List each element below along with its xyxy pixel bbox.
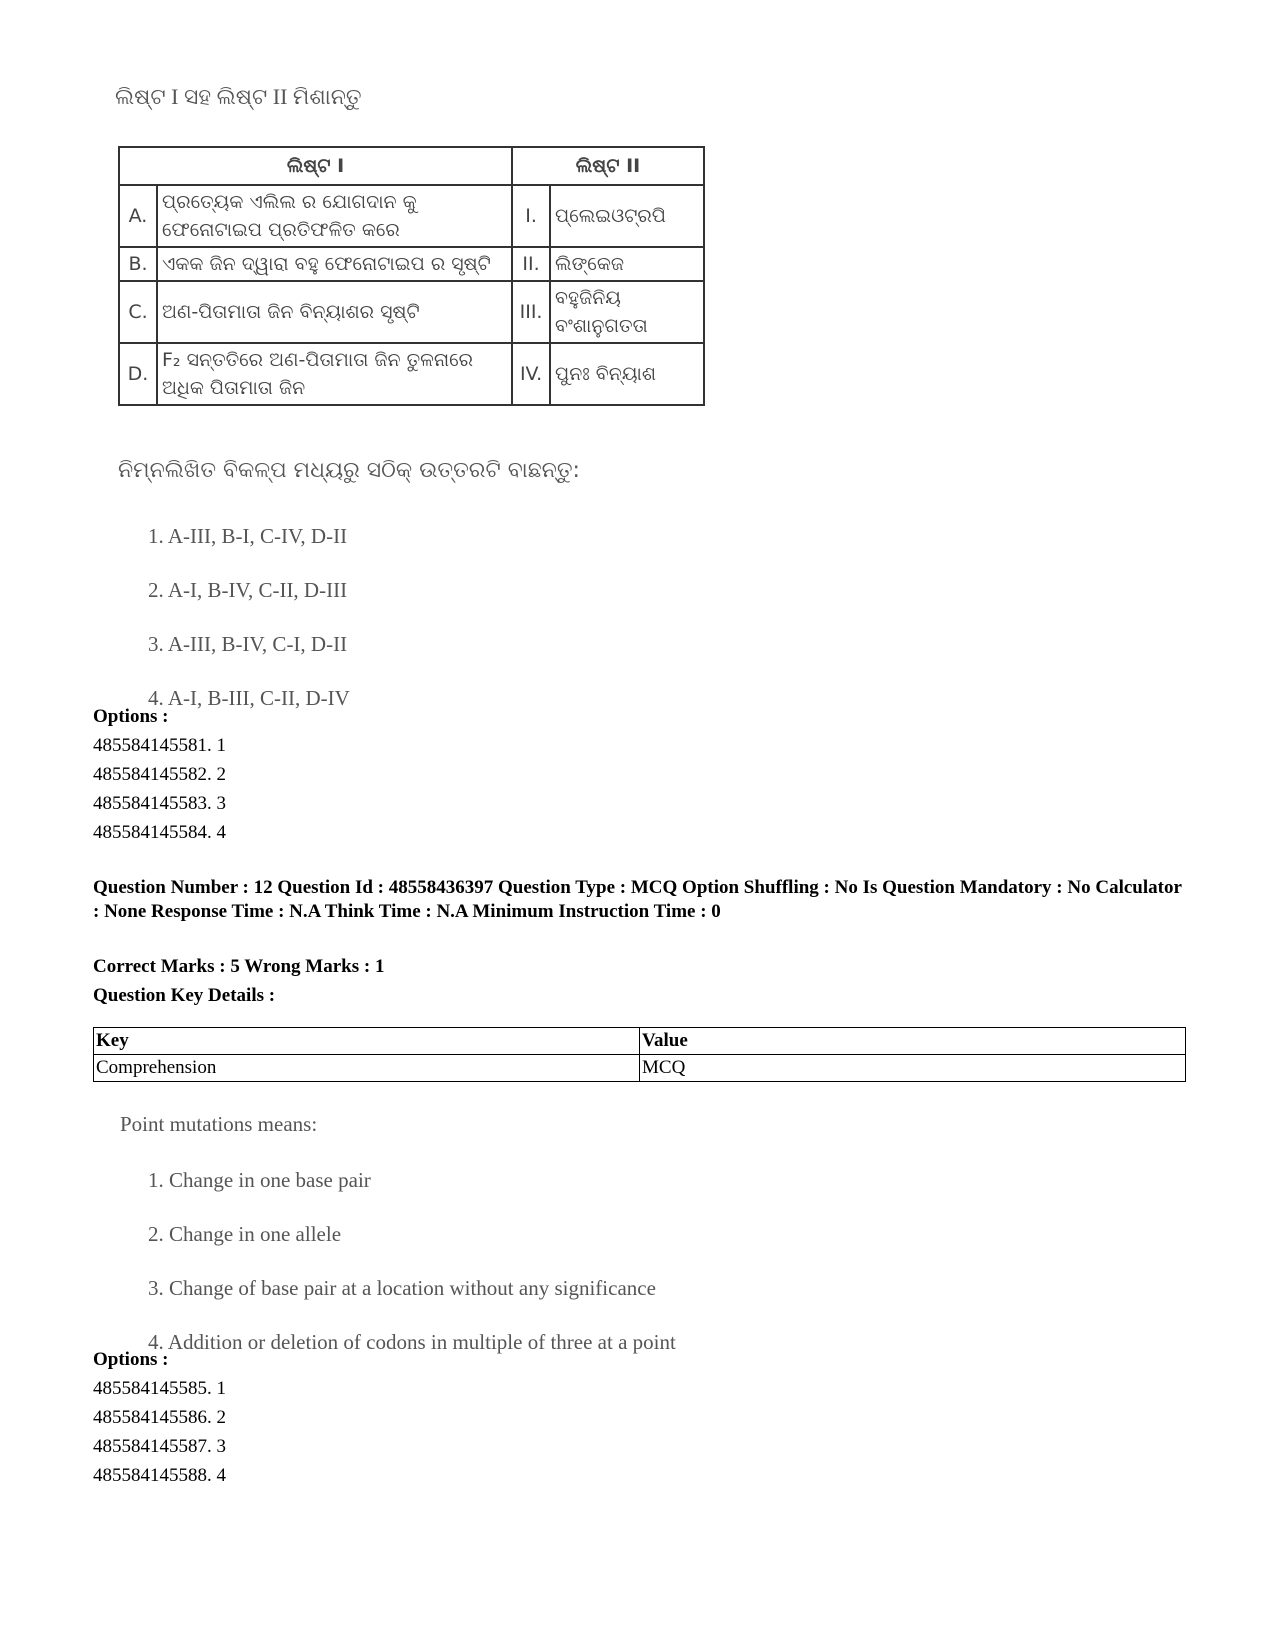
key-header: Key	[94, 1028, 640, 1055]
match-table-row	[119, 281, 704, 343]
key-cell: Comprehension	[94, 1055, 640, 1082]
match-table-row	[119, 247, 704, 281]
row-list1-text: ଏକକ ଜିନ ଦ୍ୱାରା ବହୁ ଫେନୋଟାଇପ ର ସୃଷ୍ଟି	[157, 247, 512, 281]
match-table-row	[119, 343, 704, 405]
q11-choice: 4. A-I, B-III, C-II, D-IV	[148, 686, 350, 710]
q12-key-details-label: Question Key Details :	[93, 985, 276, 1006]
row-roman: I.	[512, 185, 550, 247]
q11-choice: 2. A-I, B-IV, C-II, D-III	[148, 578, 348, 602]
key-table-header-row	[94, 1028, 1186, 1055]
q12-choice: 1. Change in one base pair	[148, 1168, 371, 1192]
q12-choice: 4. Addition or deletion of codons in multiple of three at a point	[148, 1330, 676, 1354]
row-letter: C.	[119, 281, 157, 343]
row-list1-text: F₂ ସନ୍ତତିରେ ଅଣ-ପିତାମାତା ଜିନ ତୁଳନାରେ ଅଧିକ ପିତାମାତା ଜିନ	[157, 343, 512, 405]
q11-choice: 3. A-III, B-IV, C-I, D-II	[148, 632, 348, 656]
q11-choice: 1. A-III, B-I, C-IV, D-II	[148, 524, 348, 548]
row-letter: D.	[119, 343, 157, 405]
row-list1-text: ଅଣ-ପିତାମାତା ଜିନ ବିନ୍ୟାଶର ସୃଷ୍ଟି	[157, 281, 512, 343]
row-list1-text: ପ୍ରତ୍ୟେକ ଏଲିଲ ର ଯୋଗଦାନ କୁ ଫେନୋଟାଇପ ପ୍ରତିଫଳିତ କରେ	[157, 185, 512, 247]
option-id: 485584145586. 2	[93, 1407, 226, 1428]
row-letter: A.	[119, 185, 157, 247]
row-roman: IV.	[512, 343, 550, 405]
q11-options-block	[93, 702, 226, 847]
row-list2-text: ଲିଙ୍କେଜ	[550, 247, 704, 281]
option-id: 485584145583. 3	[93, 793, 226, 814]
options-label: Options :	[93, 706, 169, 727]
key-table-row	[94, 1055, 1186, 1082]
option-id: 485584145587. 3	[93, 1436, 226, 1457]
option-id: 485584145588. 4	[93, 1465, 226, 1486]
q11-prompt: ନିମ୍ନଲିଖିତ ବିକଳ୍ପ ମଧ୍ୟରୁ ସଠିକ୍ ଉତ୍ତରଟି ବାଛନ୍ତୁ:	[118, 458, 580, 483]
value-header: Value	[640, 1028, 1186, 1055]
q11-instruction: ଲିଷ୍ଟ I ସହ ଲିଷ୍ଟ II ମିଶାନ୍ତୁ	[115, 84, 362, 109]
row-roman: III.	[512, 281, 550, 343]
value-cell: MCQ	[640, 1055, 1186, 1082]
row-list2-text: ପ୍ଲେଇଓଟ୍ରପି	[550, 185, 704, 247]
option-id: 485584145582. 2	[93, 764, 226, 785]
q12-key-table	[93, 1027, 1186, 1082]
q11-match-table	[118, 146, 705, 406]
match-table-row	[119, 185, 704, 247]
options-label: Options :	[93, 1349, 169, 1370]
q12-options-block	[93, 1345, 226, 1490]
q12-stem: Point mutations means:	[120, 1112, 318, 1136]
list-1-header: ଲିଷ୍ଟ I	[119, 147, 512, 185]
row-list2-text: ବହୁଜିନିୟ ବଂଶାନୁଗତତା	[550, 281, 704, 343]
row-letter: B.	[119, 247, 157, 281]
q12-choice: 3. Change of base pair at a location without any significance	[148, 1276, 656, 1300]
option-id: 485584145581. 1	[93, 735, 226, 756]
q12-choice: 2. Change in one allele	[148, 1222, 342, 1246]
option-id: 485584145584. 4	[93, 822, 226, 843]
q12-marks: Correct Marks : 5 Wrong Marks : 1	[93, 956, 385, 977]
q12-meta: Question Number : 12 Question Id : 48558436397 Question Type : MCQ Option Shuffling : No Is Question Mandatory : No Calculator : None Response Time : N.A Think Time : N.A Minimum Instruction Time : 0	[93, 877, 1182, 922]
q12-choices	[148, 1167, 676, 1383]
row-roman: II.	[512, 247, 550, 281]
option-id: 485584145585. 1	[93, 1378, 226, 1399]
match-table-header-row	[119, 147, 704, 185]
row-list2-text: ପୁନଃ ବିନ୍ୟାଶ	[550, 343, 704, 405]
list-2-header: ଲିଷ୍ଟ II	[512, 147, 704, 185]
